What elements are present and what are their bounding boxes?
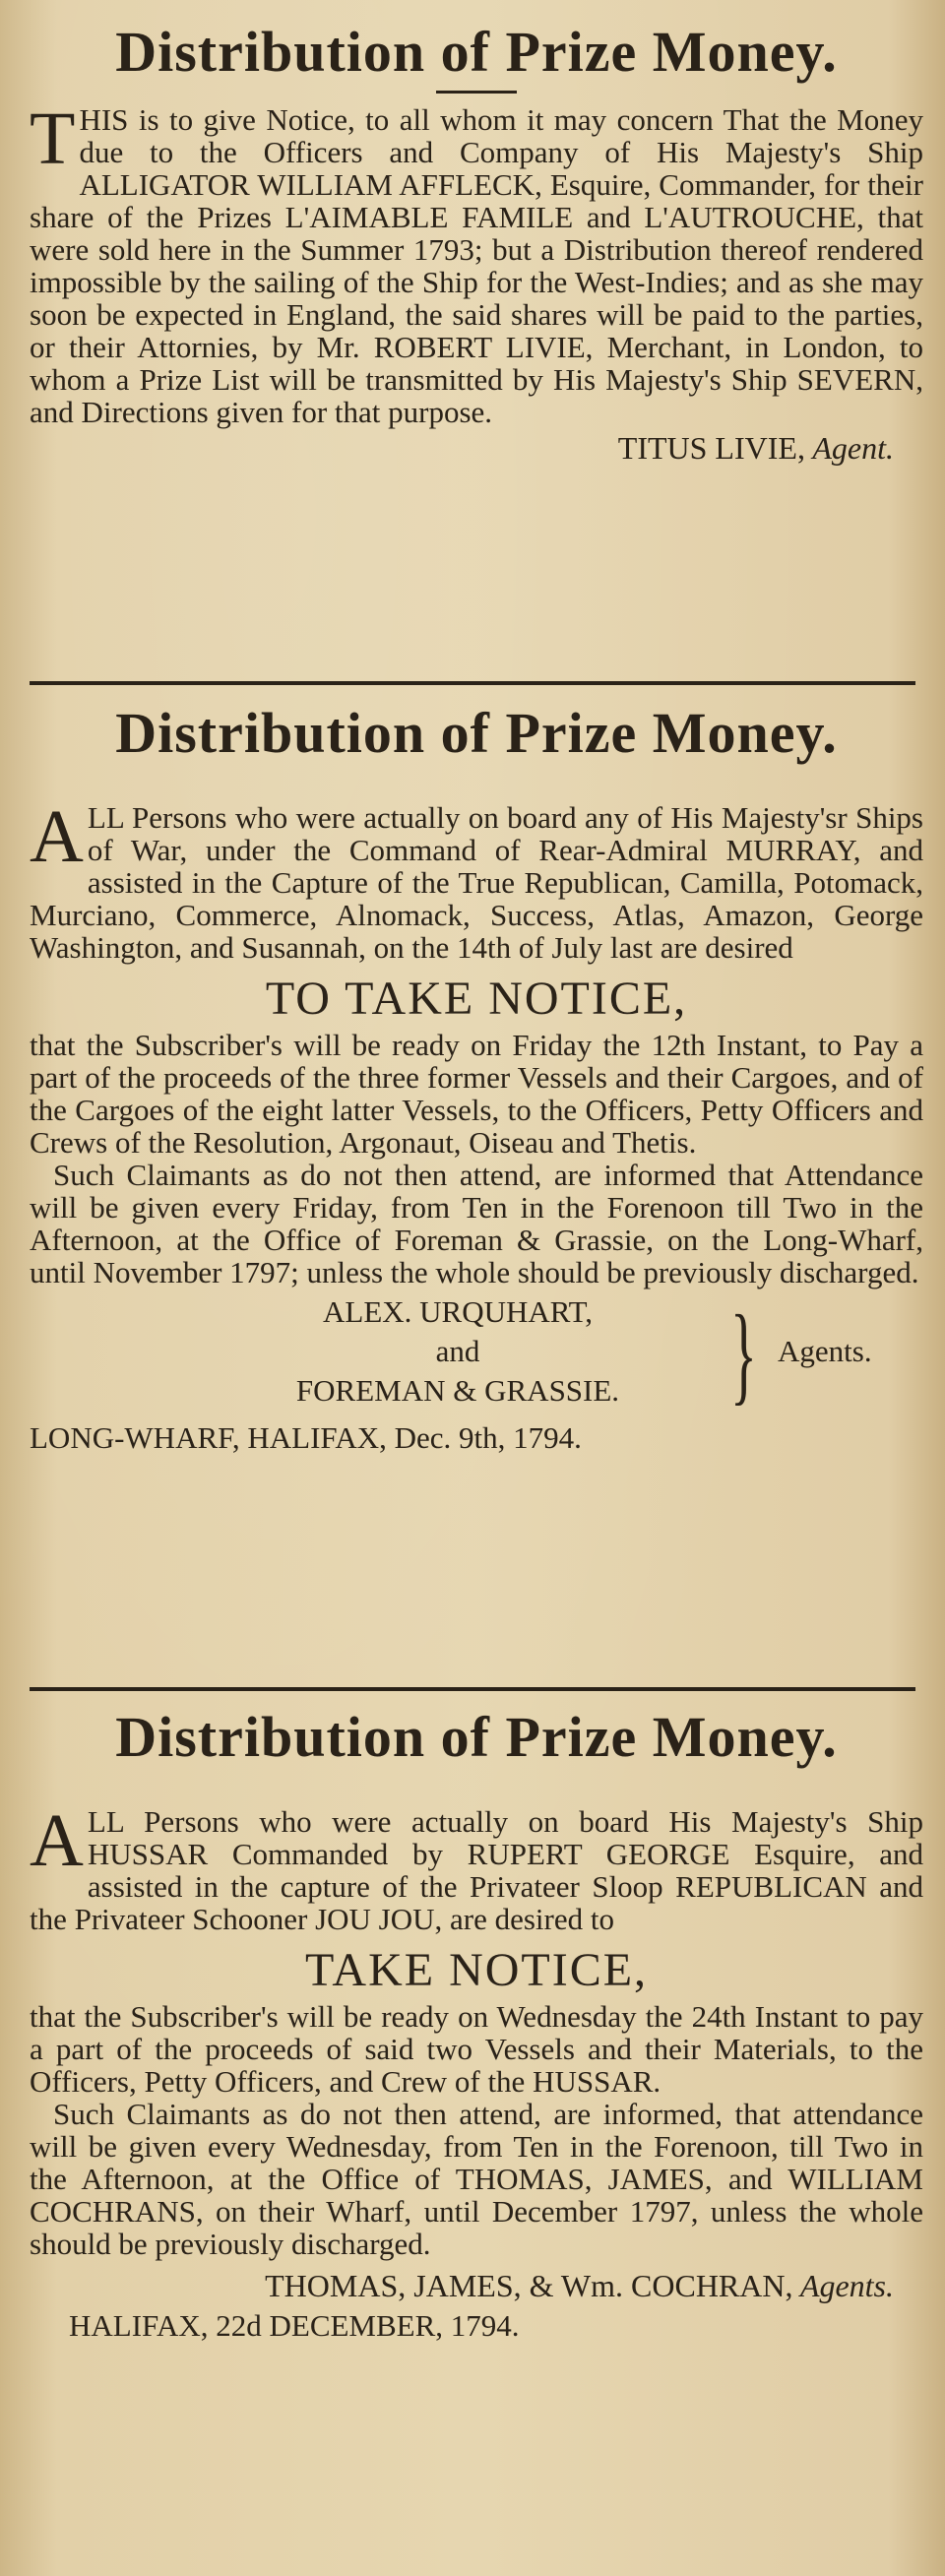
brace-glyph: } [730,1293,757,1415]
notice-title: Distribution of Prize Money. [115,701,838,765]
notice-instructions: that the Subscriber's will be ready on Friday the 12th Instant, to Pay a part of the proceeds of the three former Vessels and their Cargoes, and of the Cargoes of the eight latter Vessels, to the Officers, Petty Officers and Crews of the Resolution, Argonaut, Oiseau and Thetis. [30,1028,923,1160]
title-rule [436,91,517,94]
notice-hussar [30,1703,923,2344]
notice-body [30,97,923,429]
notice-headline: TO TAKE NOTICE, [265,973,688,1025]
notice-claimants: Such Claimants as do not then attend, are informed, that attendance will be given every Wednesday, from Ten in the Forenoon, till Two in the Afternoon, at the Office of THOMAS, JAMES, and WILLIAM COCHRANS, on their Wharf, until December 1797, unless the whole should be previously discharged. [30,2097,923,2261]
notice-headline: TAKE NOTICE, [304,1944,649,1996]
drop-cap: A [30,795,84,878]
agents-label: Agents. [778,1334,872,1368]
dateline: LONG-WHARF, HALIFAX, Dec. 9th, 1794. [30,1420,582,1455]
notice-title: Distribution of Prize Money. [115,1705,838,1769]
signature-block [30,1292,923,1416]
notice-body [30,795,923,965]
drop-cap: T [30,97,76,180]
signature-role: Agents. [799,2268,894,2303]
signature [30,2268,894,2304]
signer-line: ALEX. URQUHART, [323,1294,593,1329]
notice-text: LL Persons who were actually on board His Majesty's Ship HUSSAR Commanded by RUPERT GEORGE Esquire, and assisted in the capture of the Privateer Sloop REPUBLICAN and the Privateer Schooner JOU JOU, are desired to [30,1804,923,1936]
drop-cap: A [30,1799,84,1882]
section-divider [30,1687,915,1691]
notice-claimants: Such Claimants as do not then attend, are informed that Attendance will be given every Friday, from Ten in the Forenoon till Two in the Afternoon, at the Office of Foreman & Grassie, on the Long-Wharf, until November 1797; unless the whole should be previously discharged. [30,1158,923,1289]
notice-instructions: that the Subscriber's will be ready on Wednesday the 24th Instant to pay a part of the proceeds of said two Vessels and their Materials, to the Officers, Petty Officers, and Crew of the HUSSAR. [30,1999,923,2099]
notice-body [30,1799,923,1936]
signers [207,1292,709,1411]
notice-text: LL Persons who were actually on board any of His Majesty'sr Ships of War, under the Command of Rear-Admiral MURRAY, and assisted in the Capture of the True Republican, Camilla, Potomack, Murciano, Commerce, Alnomack, Success, Atlas, Amazon, George Washington, and Susannah, on the 14th of July last are desired [30,800,923,965]
signer-line: and [435,1334,480,1368]
signature [30,430,894,467]
dateline: HALIFAX, 22d DECEMBER, 1794. [69,2308,520,2343]
signature-name: TITUS LIVIE, [617,430,805,466]
notice-rear-admiral-murray [30,699,923,1456]
notice-text: HIS is to give Notice, to all whom it may concern That the Money due to the Officers and Company of His Majesty's Ship ALLIGATOR WILLIAM AFFLECK, Esquire, Commander, for their share of the Prizes L'AIMABLE FAMILE and L'AUTROUCHE, that were sold here in the Summer 1793; but a Distribution thereof rendered impossible by the sailing of the Ship for the West-Indies; and as she may soon be expected in England, the said shares will be paid to the parties, or their Attornies, by Mr. ROBERT LIVIE, Merchant, in London, to whom a Prize List will be transmitted by His Majesty's Ship SEVERN, and Directions given for that purpose. [30,102,923,429]
notice-alligator [30,18,923,467]
signature-role: Agent. [812,430,894,466]
signer-line: FOREMAN & GRASSIE. [295,1373,620,1408]
notice-title: Distribution of Prize Money. [115,20,838,84]
section-divider [30,681,915,685]
signature-name: THOMAS, JAMES, & Wm. COCHRAN, [265,2268,793,2303]
